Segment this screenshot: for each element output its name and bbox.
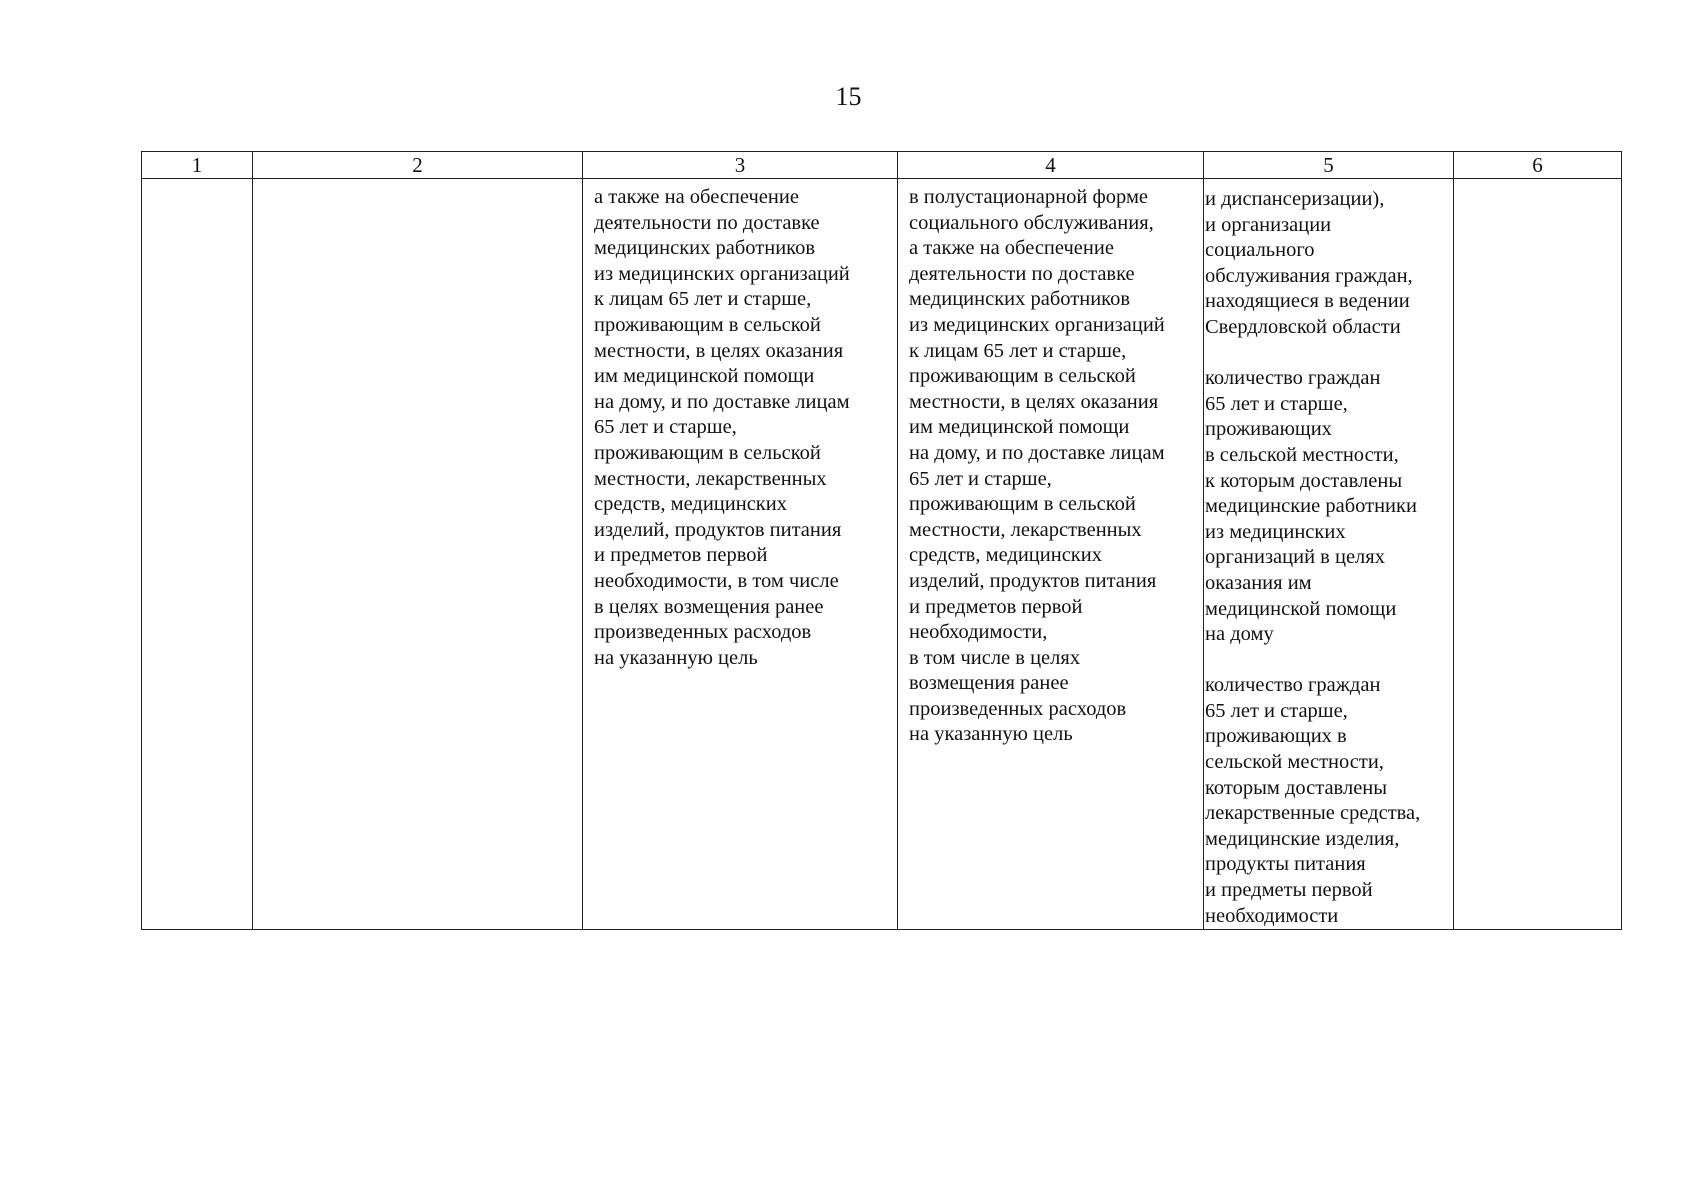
- cell-col-4: [898, 179, 1204, 930]
- table-header-row: [142, 152, 1622, 179]
- cell-text-col-4: в полустационарной форме социального обслуживания, а также на обеспечение деятельности по доставке медицинских работников из медицинских организаций к лицам 65 лет и старше, проживающим в сельской местности, в целях оказания им медицинской помощи на дому, и по доставке лицам 65 лет и старше, проживающим в сельской местности, лекарственных средств, медицинских изделий, продуктов питания и предметов первой необходимости, в том числе в целях возмещения ранее произведенных расходов на указанную цель: [909, 186, 1165, 746]
- cell-text-col-5: и диспансеризации), и организации социального обслуживания граждан, находящиеся в ведении Свердловской области количество граждан 65 лет и старше, проживающих в сельской местности, к которым доставлены медицинские работники из медицинских организаций в целях оказания им медицинской помощи на дому количество граждан 65 лет и старше, проживающих в сельской местности, которым доставлены лекарственные средства, медицинские изделия, продукты питания и предметы первой необходимости: [1205, 188, 1421, 927]
- cell-col-6: [1454, 179, 1622, 930]
- column-number-6: 6: [1454, 152, 1622, 179]
- column-number-1: 1: [142, 152, 253, 179]
- cell-col-1: [142, 179, 253, 930]
- cell-col-3: [583, 179, 898, 930]
- column-number-3: 3: [583, 152, 898, 179]
- cell-col-2: [253, 179, 583, 930]
- column-number-5: 5: [1204, 152, 1454, 179]
- column-number-2: 2: [253, 152, 583, 179]
- page-number: 15: [835, 82, 862, 111]
- column-number-4: 4: [898, 152, 1204, 179]
- cell-col-5: [1204, 179, 1454, 930]
- cell-text-col-3: а также на обеспечение деятельности по доставке медицинских работников из медицинских организаций к лицам 65 лет и старше, проживающим в сельской местности, в целях оказания им медицинской помощи на дому, и по доставке лицам 65 лет и старше, проживающим в сельской местности, лекарственных средств, медицинских изделий, продуктов питания и предметов первой необходимости, в том числе в целях возмещения ранее произведенных расходов на указанную цель: [594, 186, 850, 669]
- document-table: [141, 151, 1622, 930]
- table-row: [142, 179, 1622, 930]
